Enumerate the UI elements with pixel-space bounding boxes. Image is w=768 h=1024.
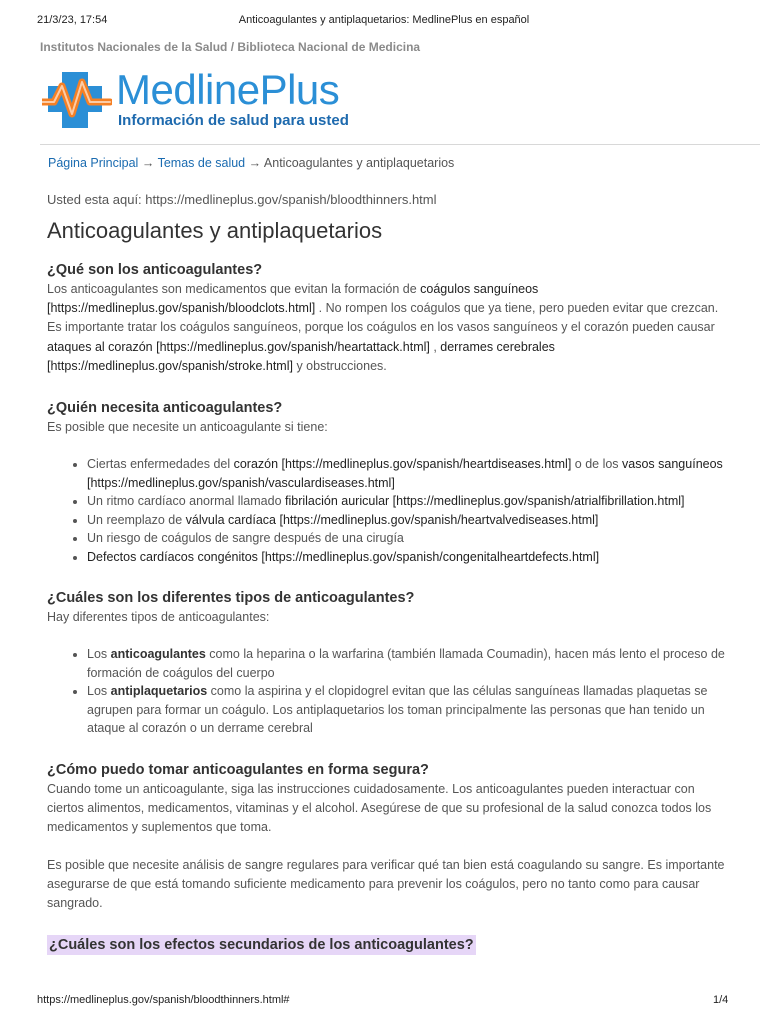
stroke-link[interactable]: derrames cerebrales [https://medlineplus.gov/spanish/stroke.html] — [47, 339, 555, 373]
breadcrumb-topics-link[interactable]: Temas de salud — [157, 156, 246, 170]
paragraph-text: . No rompen los coágulos que ya tiene, pero pueden evitar que crezcan. Es importante tratar los coágulos sanguíneos, porque los coágulos en los vasos sanguíneos y el corazón pueden causar — [47, 301, 719, 335]
section-intro: Hay diferentes tipos de anticoagulantes: — [47, 610, 270, 625]
section-heading-safe: ¿Cómo puedo tomar anticoagulantes en forma segura? — [47, 761, 429, 778]
medlineplus-logo-icon — [42, 68, 112, 132]
logo-tagline: Información de salud para usted — [118, 112, 349, 129]
heartdiseases-link[interactable]: corazón [https://medlineplus.gov/spanish/heartdiseases.html] — [233, 457, 572, 472]
main-content — [47, 190, 727, 955]
vasculardiseases-link[interactable]: vasos sanguíneos [https://medlineplus.gov/spanish/vasculardiseases.html] — [87, 457, 723, 490]
list-item: • Un reemplazo de válvula cardíaca [https://medlineplus.gov/spanish/heartvalvediseases.html] — [87, 511, 727, 530]
location-text: Usted esta aquí: https://medlineplus.gov/spanish/bloodthinners.html — [47, 192, 437, 207]
print-title: Anticoagulantes y antiplaquetarios: MedlinePlus en español — [238, 14, 530, 26]
conditions-list — [47, 455, 727, 566]
heartvalve-link[interactable]: válvula cardíaca [https://medlineplus.gov/spanish/heartvalvediseases.html] — [185, 512, 599, 527]
list-item: • Los anticoagulantes como la heparina o la warfarina (también llamada Coumadin), hacen más lento el proceso de formación de coágulos del cuerpo — [87, 645, 727, 682]
page-title: Anticoagulantes y antiplaquetarios — [47, 218, 383, 243]
section-heading-side-effects: ¿Cuáles son los efectos secundarios de los anticoagulantes? — [49, 937, 474, 954]
nih-link[interactable]: Institutos Nacionales de la Salud / Biblioteca Nacional de Medicina — [40, 40, 421, 54]
section-paragraph: Cuando tome un anticoagulante, siga las instrucciones cuidadosamente. Los anticoagulantes pueden interactuar con ciertos alimentos, medicamentos, vitaminas y el alcohol. Asegúrese de que su profesional de la salud conozca todos los medicamentos y suplementos que toma. — [47, 781, 712, 835]
bloodclots-link[interactable]: coágulos sanguíneos [https://medlineplus.gov/spanish/bloodclots.html] — [47, 282, 539, 316]
list-item: • Un ritmo cardíaco anormal llamado fibrilación auricular [https://medlineplus.gov/spanish/atrialfibrillation.html] — [87, 492, 727, 511]
heartattack-link[interactable]: ataques al corazón [https://medlineplus.gov/spanish/heartattack.html] — [47, 339, 430, 354]
print-url: https://medlineplus.gov/spanish/bloodthinners.html# — [37, 994, 290, 1006]
header-divider — [40, 144, 760, 145]
section-heading-what: ¿Qué son los anticoagulantes? — [47, 262, 263, 278]
breadcrumb-home-link[interactable]: Página Principal — [48, 156, 139, 170]
section-heading-who: ¿Quién necesita anticoagulantes? — [47, 400, 283, 417]
paragraph-text: y obstrucciones. — [292, 358, 387, 373]
atrialfibrillation-link[interactable]: fibrilación auricular [https://medlineplus.gov/spanish/atrialfibrillation.html] — [285, 494, 685, 509]
medlineplus-logo[interactable] — [42, 68, 362, 132]
list-item — [87, 548, 727, 567]
section-intro: Es posible que necesite un anticoagulante si tiene: — [47, 420, 328, 435]
section-paragraph: Es posible que necesite análisis de sangre regulares para verificar qué tan bien está coagulando su sangre. Es importante asegurarse de que está tomando suficiente medicamento para prevenir los coágulos, pero no tanto como para causar sangrado. — [47, 857, 725, 910]
breadcrumb-separator: → — [245, 156, 264, 170]
breadcrumb — [48, 156, 454, 170]
logo-brand: MedlinePlus — [116, 66, 340, 113]
section-paragraph — [47, 280, 727, 376]
list-item: • Los antiplaquetarios como la aspirina y el clopidogrel evitan que las células sanguíneas llamadas plaquetas se agrupen para formar un coágulo. Los antiplaquetarios los toman principalmente las personas que han tenido un ataque al corazón o un derrame cerebral — [87, 682, 727, 738]
list-item: • Ciertas enfermedades del corazón [https://medlineplus.gov/spanish/heartdiseases.html] o de los vasos sanguíneos [https://medlineplus.gov/spanish/vasculardiseases.html] — [87, 455, 727, 492]
section-heading-types: ¿Cuáles son los diferentes tipos de anticoagulantes? — [47, 590, 415, 607]
print-header — [0, 14, 768, 30]
paragraph-text: Los anticoagulantes son medicamentos que evitan la formación de — [47, 282, 421, 296]
congenitalheart-link[interactable]: Defectos cardíacos congénitos [https://medlineplus.gov/spanish/congenitalheartdefects.html] — [87, 549, 600, 564]
breadcrumb-separator: → — [138, 156, 158, 170]
list-item: • Un riesgo de coágulos de sangre después de una cirugía — [87, 529, 727, 548]
print-date: 21/3/23, 17:54 — [37, 14, 108, 26]
types-list — [47, 645, 727, 738]
print-page-number: 1/4 — [713, 994, 729, 1006]
paragraph-text: , — [429, 339, 441, 354]
breadcrumb-current: Anticoagulantes y antiplaquetarios — [263, 156, 455, 170]
